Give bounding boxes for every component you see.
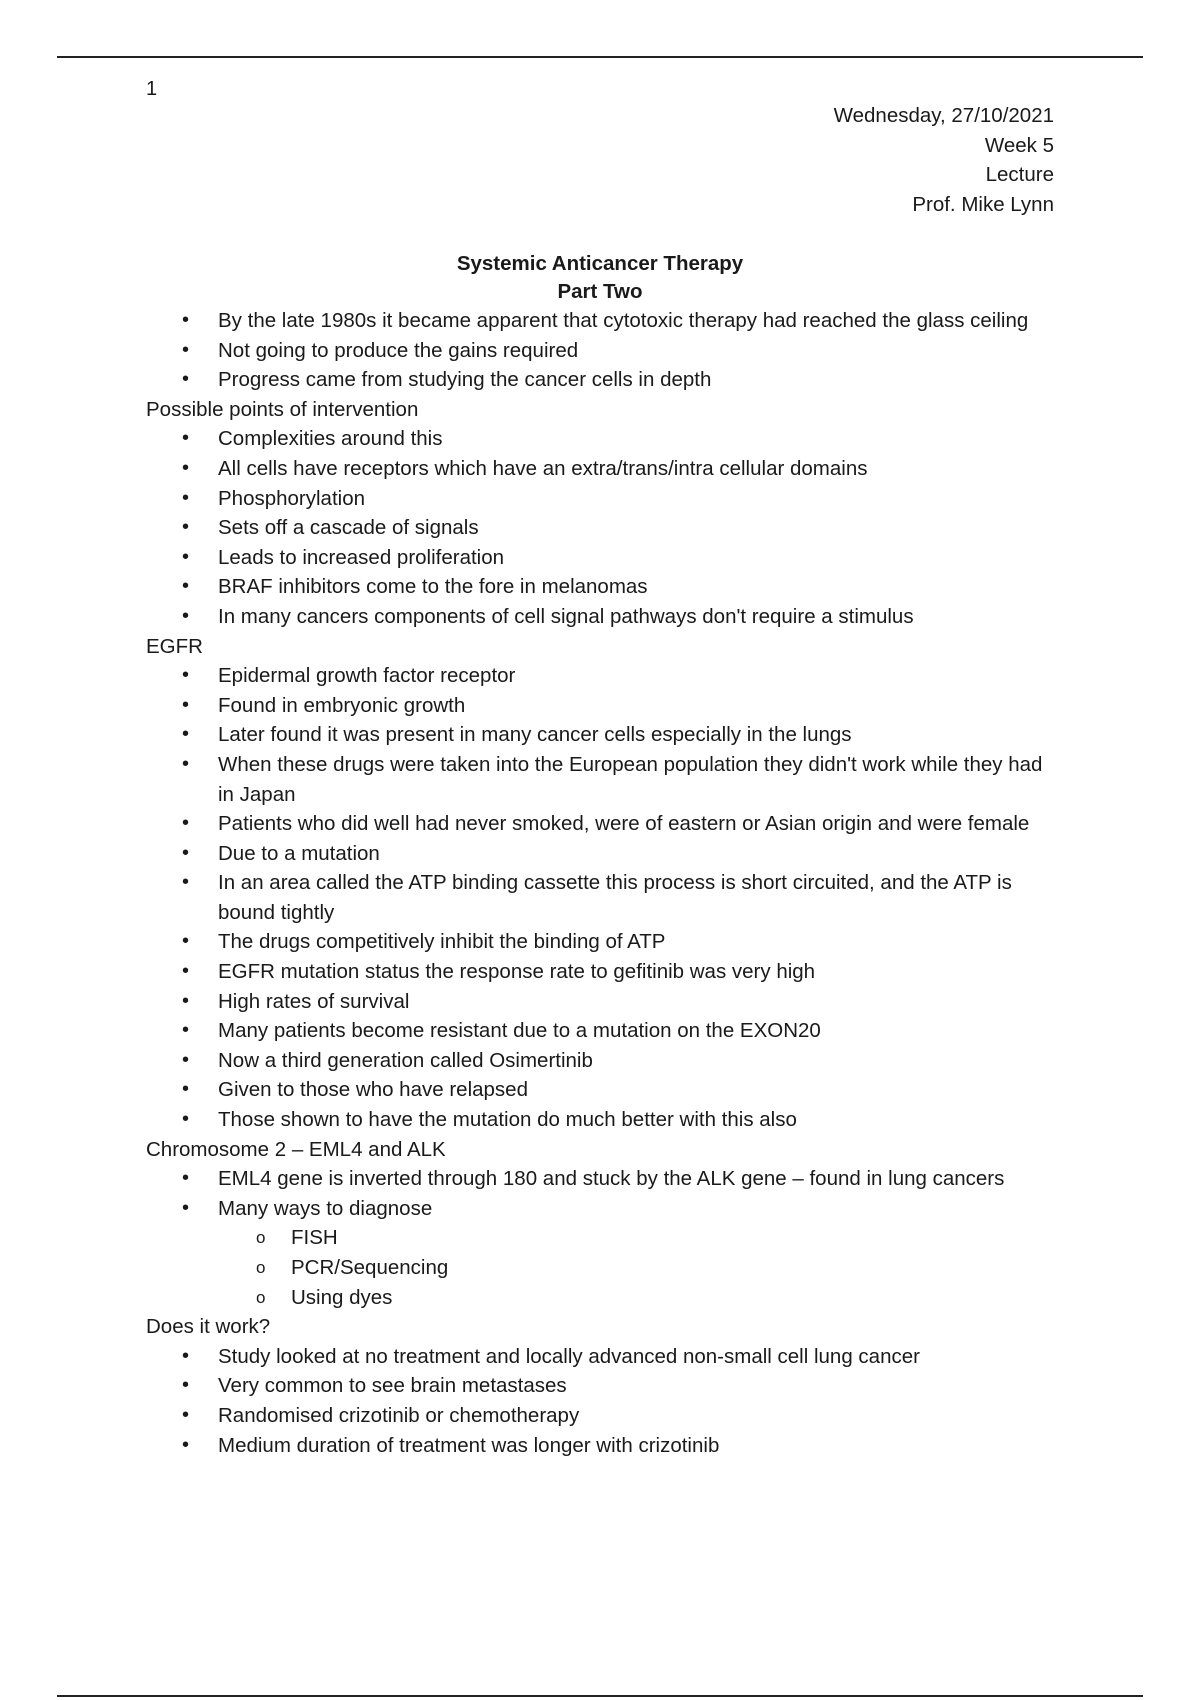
does-it-work-list [146,1342,1056,1460]
list-item: • Leads to increased proliferation [218,543,1056,573]
document-header [834,101,1054,219]
header-type: Lecture [985,163,1054,186]
section-heading-chromosome: Chromosome 2 – EML4 and ALK [146,1137,446,1161]
top-rule [57,56,1143,58]
sub-list-item: o Using dyes [291,1283,1056,1313]
list-item: • Now a third generation called Osimertinib [218,1046,1056,1076]
sub-list-item: o FISH [291,1223,1056,1253]
list-item: • In an area called the ATP binding cassette this process is short circuited, and the ATP is bound tightly [218,868,1056,927]
document-title [146,250,1054,306]
sub-list-item: o PCR/Sequencing [291,1253,1056,1283]
list-item: • Progress came from studying the cancer cells in depth [218,365,1056,395]
list-item: • In many cancers components of cell signal pathways don't require a stimulus [218,602,1056,632]
list-item: • Epidermal growth factor receptor [218,661,1056,691]
list-item: • Due to a mutation [218,839,1056,869]
document-body [146,306,1056,1460]
header-date: Wednesday, 27/10/2021 [833,104,1054,127]
list-item-text: Many ways to diagnose [218,1196,433,1220]
list-item: • Study looked at no treatment and locally advanced non-small cell lung cancer [218,1342,1056,1372]
list-item: • The drugs competitively inhibit the binding of ATP [218,927,1056,957]
list-item: • All cells have receptors which have an extra/trans/intra cellular domains [218,454,1056,484]
list-item: • Sets off a cascade of signals [218,513,1056,543]
list-item: • Medium duration of treatment was longer with crizotinib [218,1431,1056,1461]
list-item: • By the late 1980s it became apparent that cytotoxic therapy had reached the glass ceiling [218,306,1056,336]
list-item: • Phosphorylation [218,484,1056,514]
list-item: • Found in embryonic growth [218,691,1056,721]
list-item: • Randomised crizotinib or chemotherapy [218,1401,1056,1431]
list-item: • Patients who did well had never smoked, were of eastern or Asian origin and were female [218,809,1056,839]
bottom-rule [57,1695,1143,1697]
list-item: • Given to those who have relapsed [218,1075,1056,1105]
list-item: • Later found it was present in many cancer cells especially in the lungs [218,720,1056,750]
section-heading-intervention: Possible points of intervention [146,397,419,421]
list-item: • Not going to produce the gains required [218,336,1056,366]
list-item: • BRAF inhibitors come to the fore in melanomas [218,572,1056,602]
list-item: • Many patients become resistant due to a mutation on the EXON20 [218,1016,1056,1046]
section-heading-egfr: EGFR [146,634,203,658]
list-item [218,1194,1056,1312]
list-item: • When these drugs were taken into the European population they didn't work while they had in Japan [218,750,1056,809]
list-item: • High rates of survival [218,987,1056,1017]
header-week: Week 5 [984,133,1054,157]
diagnosis-sublist [218,1223,1056,1312]
list-item: • Very common to see brain metastases [218,1371,1056,1401]
page-number: 1 [146,78,158,100]
list-item: • Complexities around this [218,424,1056,454]
egfr-list [146,661,1056,1135]
header-lecturer: Prof. Mike Lynn [912,192,1054,216]
section-heading-does-it-work: Does it work? [146,1315,271,1339]
title-main: Systemic Anticancer Therapy [456,252,744,275]
list-item: • EGFR mutation status the response rate to gefitinib was very high [218,957,1056,987]
intro-list [146,306,1056,395]
list-item: • Those shown to have the mutation do much better with this also [218,1105,1056,1135]
intervention-list [146,424,1056,631]
title-sub: Part Two [557,280,643,303]
list-item: • EML4 gene is inverted through 180 and stuck by the ALK gene – found in lung cancers [218,1164,1056,1194]
chromosome-list [146,1164,1056,1312]
